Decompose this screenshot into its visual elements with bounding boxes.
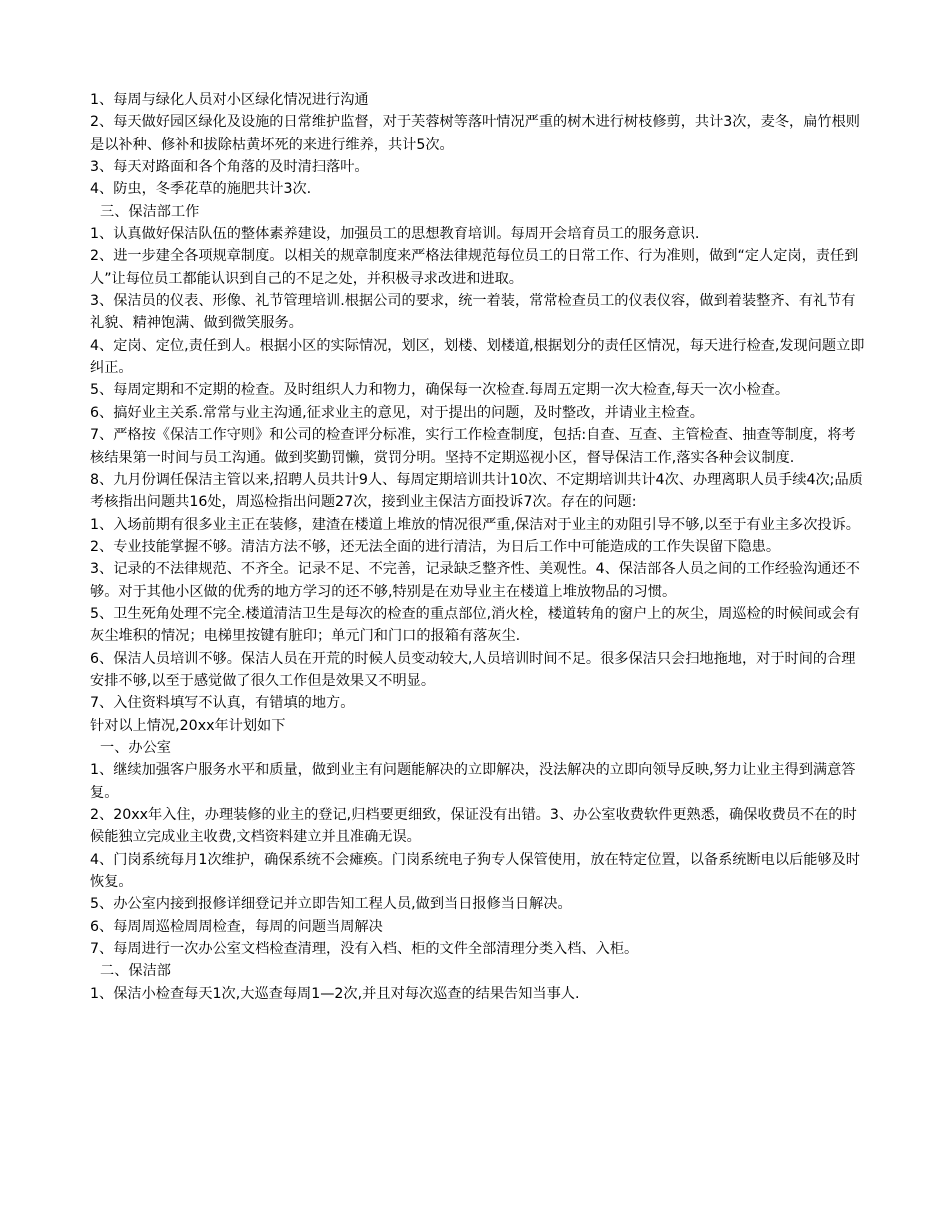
paragraph: 4、门岗系统每月1次维护，确保系统不会瘫痪。门岗系统电子狗专人保管使用，放在特定位置，以备系统断电以后能够及时恢复。 [90, 851, 860, 891]
paragraph: 8、九月份调任保洁主管以来,招聘人员共计9人、每周定期培训共计10次、不定期培训共计4次、办理离职人员手续4次;品质考核指出问题共16处，周巡检指出问题27次，接到业主保洁方面投诉7次。存在的问题: [90, 471, 863, 511]
paragraph: 1、继续加强客户服务水平和质量，做到业主有问题能解决的立即解决，没法解决的立即向领导反映,努力让业主得到满意答复。 [90, 762, 856, 801]
paragraph: 针对以上情况,20xx年计划如下 [90, 717, 286, 734]
section-heading: 一、办公室 [100, 739, 171, 756]
paragraph: 2、每天做好园区绿化及设施的日常维护监督，对于芙蓉树等落叶情况严重的树木进行树枝修剪，共计3次，麦冬，扁竹根则是以补种、修补和拔除枯黄坏死的来进行维养，共计5次。 [90, 114, 860, 153]
paragraph: 3、记录的不法律规范、不齐全。记录不足、不完善，记录缺乏整齐性、美观性。4、保洁部各人员之间的工作经验沟通还不够。对于其他小区做的优秀的地方学习的还不够,特别是在劝导业主在楼道上堆放物品的习惯。 [90, 561, 860, 600]
paragraph: 6、每周周巡检周周检查，每周的问题当周解决 [90, 918, 383, 935]
document-body [90, 89, 865, 1005]
paragraph: 5、卫生死角处理不完全.楼道清洁卫生是每次的检查的重点部位,消火栓，楼道转角的窗户上的灰尘，周巡检的时候间或会有灰尘堆积的情况；电梯里按键有脏印；单元门和门口的报箱有落灰尘. [90, 605, 860, 645]
paragraph: 5、办公室内接到报修详细登记并立即告知工程人员,做到当日报修当日解决。 [90, 896, 572, 913]
paragraph: 2、进一步建全各项规章制度。以相关的规章制度来严格法律规范每位员工的日常工作、行为准则，做到“定人定岗，责任到人”让每位员工都能认识到自己的不足之处，并积极寻求改进和进取。 [90, 248, 859, 287]
section-heading: 三、保洁部工作 [100, 203, 200, 220]
paragraph: 4、防虫，冬季花草的施肥共计3次. [90, 181, 312, 198]
paragraph: 3、每天对路面和各个角落的及时清扫落叶。 [90, 159, 369, 176]
paragraph: 1、保洁小检查每天1次,大巡查每周1—2次,并且对每次巡查的结果告知当事人. [90, 985, 580, 1002]
section-heading: 二、保洁部 [100, 963, 171, 980]
paragraph: 6、保洁人员培训不够。保洁人员在开荒的时候人员变动较大,人员培训时间不足。很多保洁只会扫地拖地，对于时间的合理安排不够,以至于感觉做了很久工作但是效果又不明显。 [90, 650, 856, 689]
paragraph: 7、入住资料填写不认真，有错填的地方。 [90, 695, 355, 712]
paragraph: 5、每周定期和不定期的检查。及时组织人力和物力，确保每一次检查.每周五定期一次大检查,每天一次小检查。 [90, 382, 790, 399]
paragraph: 1、认真做好保洁队伍的整体素养建设，加强员工的思想教育培训。每周开会培育员工的服务意识. [90, 226, 700, 243]
paragraph: 7、严格按《保洁工作守则》和公司的检查评分标准，实行工作检查制度，包括:自查、互查、主管检查、抽查等制度，将考核结果第一时间与员工沟通。做到奖勤罚懒，赏罚分明。坚持不定期巡视小区，督导保洁工作,落实各种会议制度. [90, 427, 856, 466]
paragraph: 1、每周与绿化人员对小区绿化情况进行沟通 [90, 92, 369, 108]
paragraph: 6、搞好业主关系.常常与业主沟通,征求业主的意见，对于提出的问题，及时整改，并请业主检查。 [90, 404, 704, 421]
paragraph: 3、保洁员的仪表、形像、礼节管理培训.根据公司的要求，统一着装，常常检查员工的仪表仪容，做到着装整齐、有礼节有礼貌、精神饱满、做到微笑服务。 [90, 293, 856, 332]
paragraph: 7、每周进行一次办公室文档检查清理，没有入档、柜的文件全部清理分类入档、入柜。 [90, 941, 639, 958]
paragraph: 2、20xx年入住，办理装修的业主的登记,归档要更细致，保证没有出错。3、办公室收费软件更熟悉，确保收费员不在的时候能独立完成业主收费,文档资料建立并且准确无误。 [90, 807, 857, 846]
paragraph: 1、入场前期有很多业主正在装修，建渣在楼道上堆放的情况很严重,保洁对于业主的劝阻引导不够,以至于有业主多次投诉。 [90, 516, 860, 533]
paragraph: 2、专业技能掌握不够。清洁方法不够，还无法全面的进行清洁，为日后工作中可能造成的工作失误留下隐患。 [90, 538, 781, 555]
paragraph: 4、定岗、定位,责任到人。根据小区的实际情况，划区，划楼、划楼道,根据划分的责任区情况，每天进行检查,发现问题立即纠正。 [90, 337, 865, 377]
